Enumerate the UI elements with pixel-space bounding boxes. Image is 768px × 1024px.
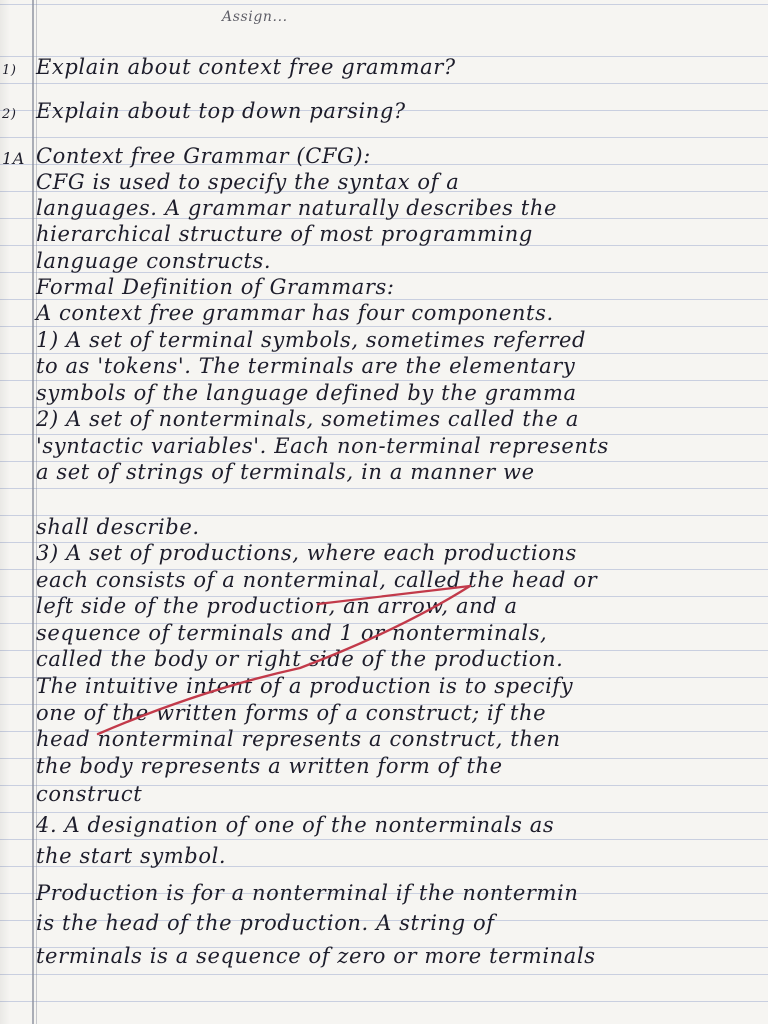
text-line: language constructs.: [36, 249, 272, 273]
text-line: called the body or right side of the production.: [36, 647, 564, 671]
text-line: Context free Grammar (CFG):: [36, 144, 371, 168]
text-line: terminals is a sequence of zero or more terminals: [36, 944, 596, 968]
text-line: 1) A set of terminal symbols, sometimes referred: [36, 328, 587, 352]
text-line: one of the written forms of a construct; if the: [36, 701, 547, 725]
text-line: CFG is used to specify the syntax of a: [36, 170, 460, 194]
text-line: head nonterminal represents a construct, then: [36, 727, 561, 751]
text-line: a set of strings of terminals, in a manner we: [36, 460, 535, 484]
question-number: 1): [2, 63, 17, 78]
question-text: Explain about context free grammar?: [36, 55, 456, 79]
answer-marker: 1A: [2, 149, 25, 168]
text-line: Formal Definition of Grammars:: [36, 275, 395, 299]
margin-line: [32, 0, 34, 1024]
text-line: A context free grammar has four components.: [36, 301, 554, 325]
text-line: sequence of terminals and 1 or nonterminals,: [36, 621, 548, 645]
question-text: Explain about top down parsing?: [36, 99, 406, 123]
text-line: The intuitive intent of a production is to specify: [36, 674, 574, 698]
question-number: 2): [2, 107, 17, 122]
text-line: 4. A designation of one of the nonterminals as: [36, 813, 555, 837]
text-line: 'syntactic variables'. Each non-terminal represents: [36, 434, 609, 458]
text-line: shall describe.: [36, 515, 200, 539]
text-line: is the head of the production. A string of: [36, 911, 495, 935]
text-line: Production is for a nonterminal if the nontermin: [36, 881, 579, 905]
text-line: construct: [36, 782, 143, 806]
text-line: each consists of a nonterminal, called the head or: [36, 568, 598, 592]
text-line: 2) A set of nonterminals, sometimes called the a: [36, 407, 579, 431]
text-line: languages. A grammar naturally describes the: [36, 196, 557, 220]
text-line: to as 'tokens'. The terminals are the elementary: [36, 354, 576, 378]
text-line: left side of the production, an arrow, and a: [36, 594, 518, 618]
text-line: symbols of the language defined by the gramma: [36, 381, 577, 405]
text-line: hierarchical structure of most programming: [36, 222, 533, 246]
text-line: the body represents a written form of the: [36, 754, 503, 778]
text-line: the start symbol.: [36, 844, 227, 868]
page-header: Assign...: [222, 9, 288, 25]
text-line: 3) A set of productions, where each productions: [36, 541, 577, 565]
